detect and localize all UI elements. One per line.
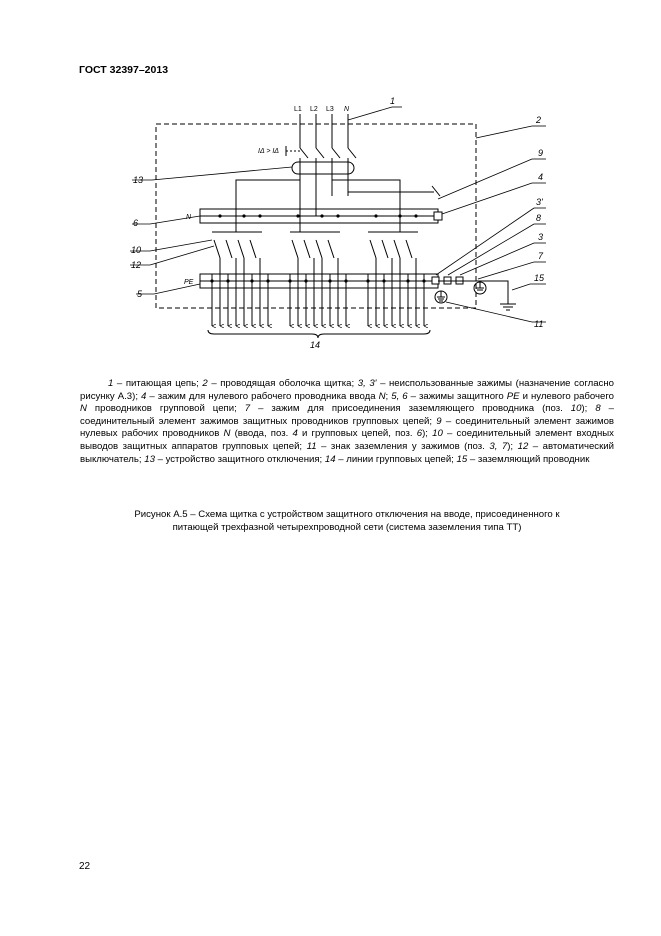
legend-key: N bbox=[223, 428, 231, 440]
pe-terminals bbox=[432, 277, 476, 284]
rcd-label: IΔ > IΔ bbox=[258, 148, 279, 155]
svg-text:3': 3' bbox=[536, 197, 543, 207]
earth-symbol-icon bbox=[435, 282, 486, 303]
legend-text: ; bbox=[385, 390, 392, 402]
legend-text: – питающая цепь; bbox=[113, 378, 203, 389]
legend-key: 7 bbox=[244, 403, 251, 415]
legend-text: – автоматический выключатель; bbox=[80, 440, 614, 465]
group-circuit-lines bbox=[212, 258, 424, 326]
svg-text:10: 10 bbox=[131, 245, 142, 255]
svg-text:12: 12 bbox=[131, 260, 142, 270]
legend-text: – проводящая оболочка щитка; bbox=[207, 378, 358, 389]
legend-key: 1 bbox=[108, 378, 114, 389]
svg-text:15: 15 bbox=[534, 273, 545, 283]
legend-text: и нулевого рабочего bbox=[519, 390, 614, 402]
legend-key: 10 bbox=[570, 403, 582, 415]
legend-key: N bbox=[80, 403, 87, 415]
breaker-group-3 bbox=[368, 232, 418, 258]
svg-text:4: 4 bbox=[538, 172, 544, 182]
caption-line-1: Рисунок А.5 – Схема щитка с устройством защитного отключения на вводе, присоединенного к bbox=[134, 509, 560, 520]
svg-text:6: 6 bbox=[133, 218, 139, 228]
legend-key: PE bbox=[506, 390, 520, 402]
legend-text: – линии групповых цепей; bbox=[335, 453, 457, 465]
neutral-terminal bbox=[434, 212, 442, 220]
legend-text: – устройство защитного отключения; bbox=[154, 453, 325, 465]
svg-text:L1: L1 bbox=[294, 106, 302, 113]
svg-text:1: 1 bbox=[390, 96, 396, 106]
legend-key: 11 bbox=[306, 440, 317, 452]
svg-text:L2: L2 bbox=[310, 106, 318, 113]
svg-text:13: 13 bbox=[133, 175, 144, 185]
pe-bar-label: PE bbox=[184, 279, 194, 286]
legend-key: 5, 6 bbox=[391, 390, 408, 402]
legend-text: – соединительный элемент зажимов нулевых рабочих проводников bbox=[80, 415, 614, 440]
group-lines-brace bbox=[208, 330, 430, 338]
svg-text:L3: L3 bbox=[326, 106, 334, 113]
bar-dots bbox=[210, 214, 425, 282]
legend-text: (ввода, поз. bbox=[230, 428, 293, 440]
legend-key: 3, 7 bbox=[489, 440, 508, 452]
legend-key: N bbox=[378, 390, 386, 402]
distribution-wiring bbox=[236, 180, 440, 232]
legend-text: – соединительный элемент входных выводов защитных аппаратов групповых цепей; bbox=[80, 428, 614, 452]
svg-text:14: 14 bbox=[310, 340, 321, 350]
legend-text: – знак заземления у зажимов (поз. bbox=[316, 440, 490, 452]
supply-conductors bbox=[300, 114, 348, 148]
page-number: 22 bbox=[79, 861, 91, 872]
legend-key: 13 bbox=[144, 453, 155, 465]
breaker-group-1 bbox=[212, 232, 262, 258]
figure-caption bbox=[80, 509, 614, 534]
document-code: ГОСТ 32397–2013 bbox=[79, 64, 169, 76]
svg-text:N: N bbox=[344, 106, 350, 113]
caption-line-2: питающей трехфазной четырехпроводной сети (система заземления типа ТТ) bbox=[172, 521, 522, 533]
svg-text:11: 11 bbox=[534, 319, 544, 329]
legend-text: ); bbox=[507, 440, 518, 452]
legend-key: 4 bbox=[292, 428, 298, 440]
svg-text:3: 3 bbox=[538, 232, 544, 242]
grounding-conductor bbox=[476, 281, 516, 310]
legend-key: 2 bbox=[202, 378, 208, 389]
legend-text: – зажимы защитного bbox=[407, 390, 507, 402]
svg-text:5: 5 bbox=[137, 289, 143, 299]
legend-text: и групповых цепей, поз. bbox=[297, 428, 417, 440]
legend-text: – зажим для присоединения заземляющего проводника (поз. bbox=[250, 403, 571, 415]
legend-key: 8 bbox=[595, 403, 601, 415]
legend-text: – соединительный элемент зажимов защитных проводников групповых цепей; bbox=[80, 403, 614, 427]
legend-key: 12 bbox=[517, 440, 529, 452]
neutral-bar-label: N bbox=[186, 214, 192, 221]
legend-key: 9 bbox=[436, 415, 442, 427]
legend-key: 4 bbox=[141, 390, 147, 402]
legend-text: – неиспользованные зажимы (назначение согласно рисунку А.3); bbox=[80, 378, 614, 402]
conductor-labels bbox=[294, 106, 350, 113]
legend-text: ); bbox=[422, 428, 433, 440]
legend-text: – заземляющий проводник bbox=[467, 453, 590, 465]
legend-key: 14 bbox=[324, 453, 336, 465]
rcd-device bbox=[286, 146, 356, 216]
legend-key: 10 bbox=[432, 428, 443, 440]
legend-text: проводников групповой цепи; bbox=[86, 403, 245, 415]
breaker-group-2 bbox=[290, 232, 340, 258]
legend-key: 6 bbox=[416, 428, 423, 440]
legend-text: – зажим для нулевого рабочего проводника ввода bbox=[146, 390, 379, 402]
figure-legend bbox=[80, 378, 614, 466]
svg-text:9: 9 bbox=[538, 148, 544, 158]
svg-text:7: 7 bbox=[538, 251, 544, 261]
svg-text:2: 2 bbox=[536, 115, 542, 125]
legend-key: 15 bbox=[456, 453, 468, 465]
wiring-diagram bbox=[0, 0, 661, 360]
legend-key: 3, 3' bbox=[357, 378, 377, 389]
svg-text:8: 8 bbox=[536, 213, 542, 223]
legend-text: ); bbox=[581, 403, 596, 415]
